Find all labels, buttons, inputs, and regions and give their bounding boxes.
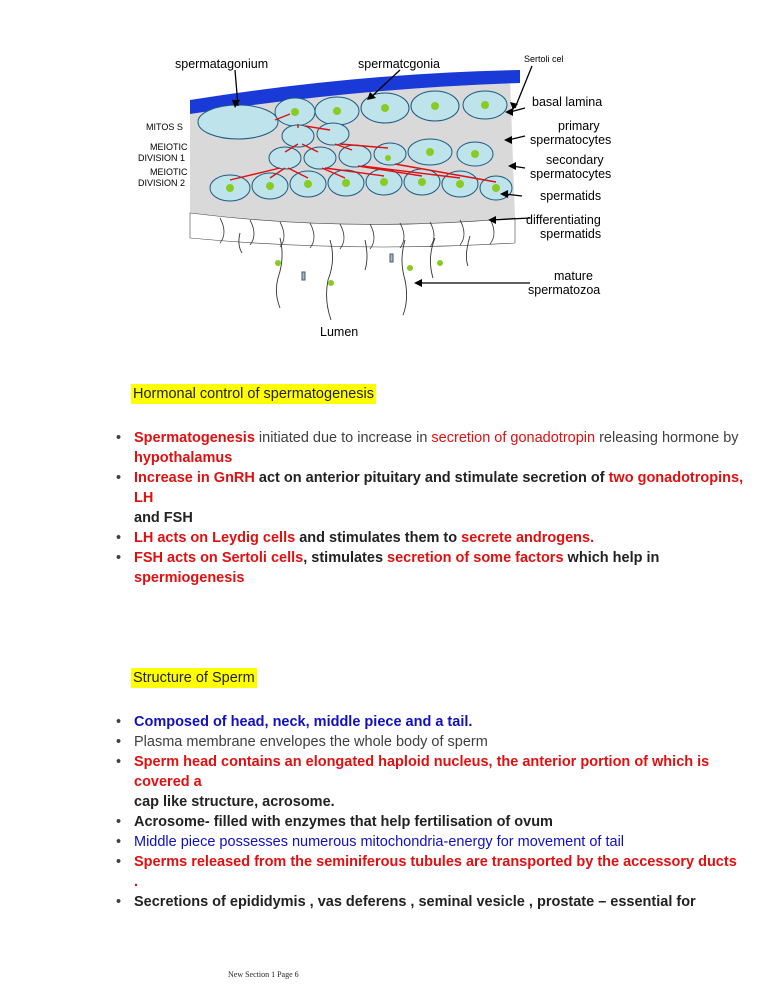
label-meiotic-2b: DIVISION 2 [138,178,186,188]
label-spermatogonium: spermatagonium [175,57,269,71]
list-item: • Sperm head contains an elongated haploid nucleus, the anterior portion of which is covered a cap like structure, acrosome. [114,752,744,812]
label-spermatids: spermatids [540,189,602,203]
label-secondary-a: secondary [546,153,604,167]
label-primary-b: spermatocytes [530,133,612,147]
list-item: • Acrosome- filled with enzymes that help fertilisation of ovum [114,812,744,832]
list-item: • Composed of head, neck, middle piece and a tail. [114,712,744,732]
list-item: • Middle piece possesses numerous mitochondria-energy for movement of tail [114,832,744,852]
label-lumen: Lumen [320,325,359,339]
list-item: • Secretions of epididymis , vas deferens , seminal vesicle , prostate – essential for [114,892,744,912]
label-differentiating-a: differentiating [526,213,601,227]
label-meiotic-1a: MEIOTIC [150,142,188,152]
label-secondary-b: spermatocytes [530,167,612,181]
label-spermatogonia: spermatcgonia [358,57,440,71]
list-item: • Increase in GnRH act on anterior pituitary and stimulate secretion of two gonadotropins, LH and FSH [114,468,744,528]
label-meiotic-1b: DIVISION 1 [138,153,186,163]
label-mature-a: mature [554,269,593,283]
sperm-structure-list [114,712,744,912]
section-heading-structure-of-sperm: Structure of Sperm [133,670,255,686]
label-primary-a: primary [558,119,600,133]
section-heading-hormonal-control: Hormonal control of spermatogenesis [133,386,374,402]
seminiferous-tubule-diagram [130,48,650,348]
label-basal-lamina: basal lamina [532,95,603,109]
list-item: • LH acts on Leydig cells and stimulates them to secrete androgens. [114,528,744,548]
list-item: • FSH acts on Sertoli cells, stimulates secretion of some factors which help in spermiogenesis [114,548,744,588]
label-mature-b: spermatozoa [528,283,601,297]
label-meiotic-2a: MEIOTIC [150,167,188,177]
list-item: • Plasma membrane envelopes the whole body of sperm [114,732,744,752]
page-footer: New Section 1 Page 6 [228,970,299,979]
list-item: • Spermatogenesis initiated due to increase in secretion of gonadotropin releasing hormone by hypothalamus [114,428,744,468]
label-mitosis: MITOS S [146,122,183,132]
label-differentiating-b: spermatids [540,227,602,241]
list-item: • Sperms released from the seminiferous tubules are transported by the accessory ducts . [114,852,744,892]
hormonal-control-list [114,428,744,588]
label-sertoli-cell: Sertoli cel [524,54,564,64]
